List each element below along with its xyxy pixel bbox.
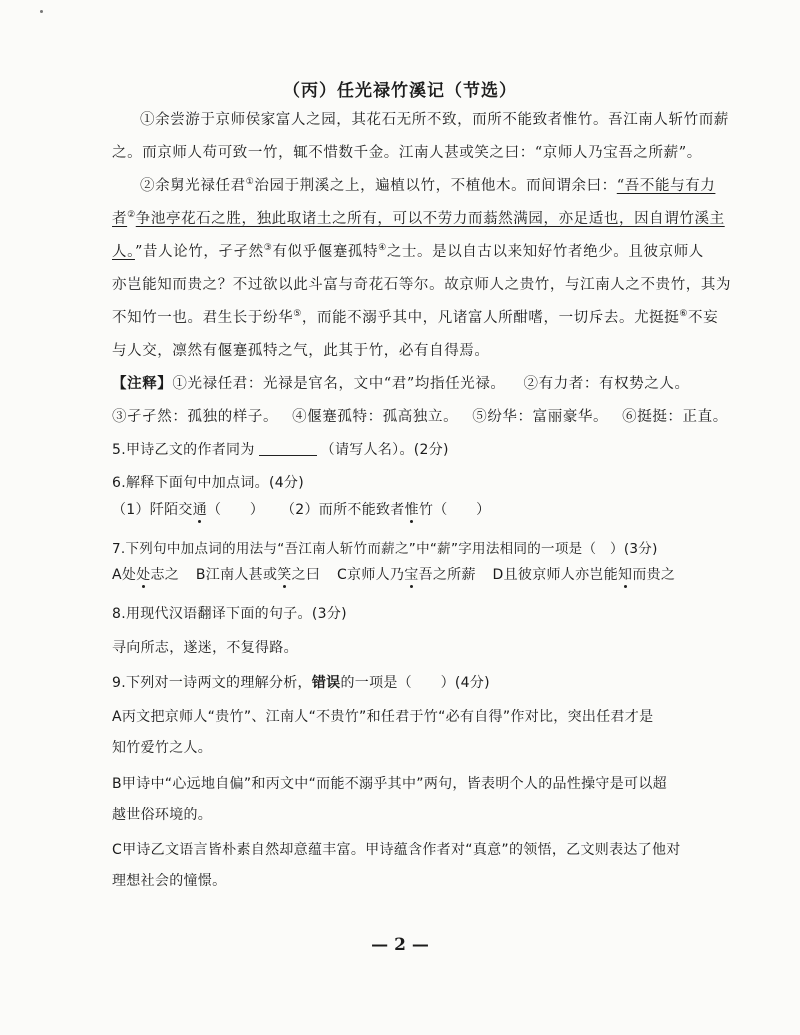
passage-p1-line1: ①余尝游于京师侯家富人之园，其花石无所不致，而所不能致者惟竹。吾江南人斩竹而薪 bbox=[140, 112, 729, 128]
passage-p2-line1: ②余舅光禄任君①治园于荆溪之上，遍植以竹，不植他木。而间谓余曰：“吾不能与有力 bbox=[140, 177, 716, 194]
question-9-option-a-line1: A丙文把京师人“贵竹”、江南人“不贵竹”和任君于竹“必有自得”作对比，突出任君才是 bbox=[112, 709, 654, 725]
question-7: 7.下列句中加点词的用法与“吾江南人斩竹而薪之”中“薪”字用法相同的一项是（ ）(3分) bbox=[112, 541, 658, 557]
question-9: 9.下列对一诗两文的理解分析，错误的一项是（ ）(4分) bbox=[112, 675, 490, 691]
scan-mark bbox=[40, 10, 43, 13]
page-number: — 2 — bbox=[371, 935, 429, 955]
notes-line1: 【注释】①光禄任君：光禄是官名，文中“君”均指任光禄。 ②有力者：有权势之人。 bbox=[112, 375, 690, 392]
question-9-option-c-line1: C甲诗乙文语言皆朴素自然却意蕴丰富。甲诗蕴含作者对“真意”的领悟，乙文则表达了他对 bbox=[112, 842, 681, 858]
question-9-option-b-line1: B甲诗中“心远地自偏”和丙文中“而能不溺乎其中”两句，皆表明个人的品性操守是可以超 bbox=[112, 776, 667, 792]
passage-p2-line3: 人。”昔人论竹，孑孑然③有似乎偃蹇孤特④之士。是以自古以来知好竹者绝少。且彼京师人 bbox=[112, 243, 704, 260]
question-9-option-b-line2: 越世俗环境的。 bbox=[112, 807, 213, 823]
question-7-options: A处处志之 B江南人甚或笑之曰 C京师人乃宝吾之所薪 D且彼京师人亦岂能知而贵之 bbox=[112, 564, 675, 584]
question-9-option-c-line2: 理想社会的憧憬。 bbox=[112, 873, 227, 889]
passage-p2-line6: 与人交，凛然有偃蹇孤特之气，此其于竹，必有自得焉。 bbox=[112, 343, 490, 359]
passage-p2-line2: 者②争池亭花石之胜，独此取诸土之所有，可以不劳力而蓊然满园，亦足适也，因自谓竹溪主 bbox=[112, 210, 725, 227]
question-5: 5.甲诗乙文的作者同为 （请写人名）。(2分) bbox=[112, 442, 449, 458]
question-9-option-a-line2: 知竹爱竹之人。 bbox=[112, 740, 213, 756]
passage-p2-line5: 不知竹一也。君生长于纷华⑤，而能不溺乎其中，凡诸富人所酣嗜，一切斥去。尤挺挺⑥不妄 bbox=[112, 309, 719, 326]
question-8-sentence: 寻向所志，遂迷，不复得路。 bbox=[112, 640, 298, 656]
question-8: 8.用现代汉语翻译下面的句子。(3分) bbox=[112, 606, 347, 622]
answer-blank[interactable] bbox=[259, 455, 317, 456]
notes-line2: ③孑孑然：孤独的样子。 ④偃蹇孤特：孤高独立。 ⑤纷华：富丽豪华。 ⑥挺挺：正直。 bbox=[112, 409, 728, 425]
question-6-items: （1）阡陌交通（ ） （2）而所不能致者惟竹（ ） bbox=[112, 499, 490, 519]
passage-p1-line2: 之。而京师人苟可致一竹，辄不惜数千金。江南人甚或笑之曰：“京师人乃宝吾之所薪”。 bbox=[112, 145, 702, 161]
passage-p2-line4: 亦岂能知而贵之？不过欲以此斗富与奇花石等尔。故京师人之贵竹，与江南人之不贵竹，其为 bbox=[112, 277, 732, 293]
passage-title: （丙）任光禄竹溪记（节选） bbox=[283, 81, 517, 101]
question-6: 6.解释下面句中加点词。(4分) bbox=[112, 475, 304, 491]
